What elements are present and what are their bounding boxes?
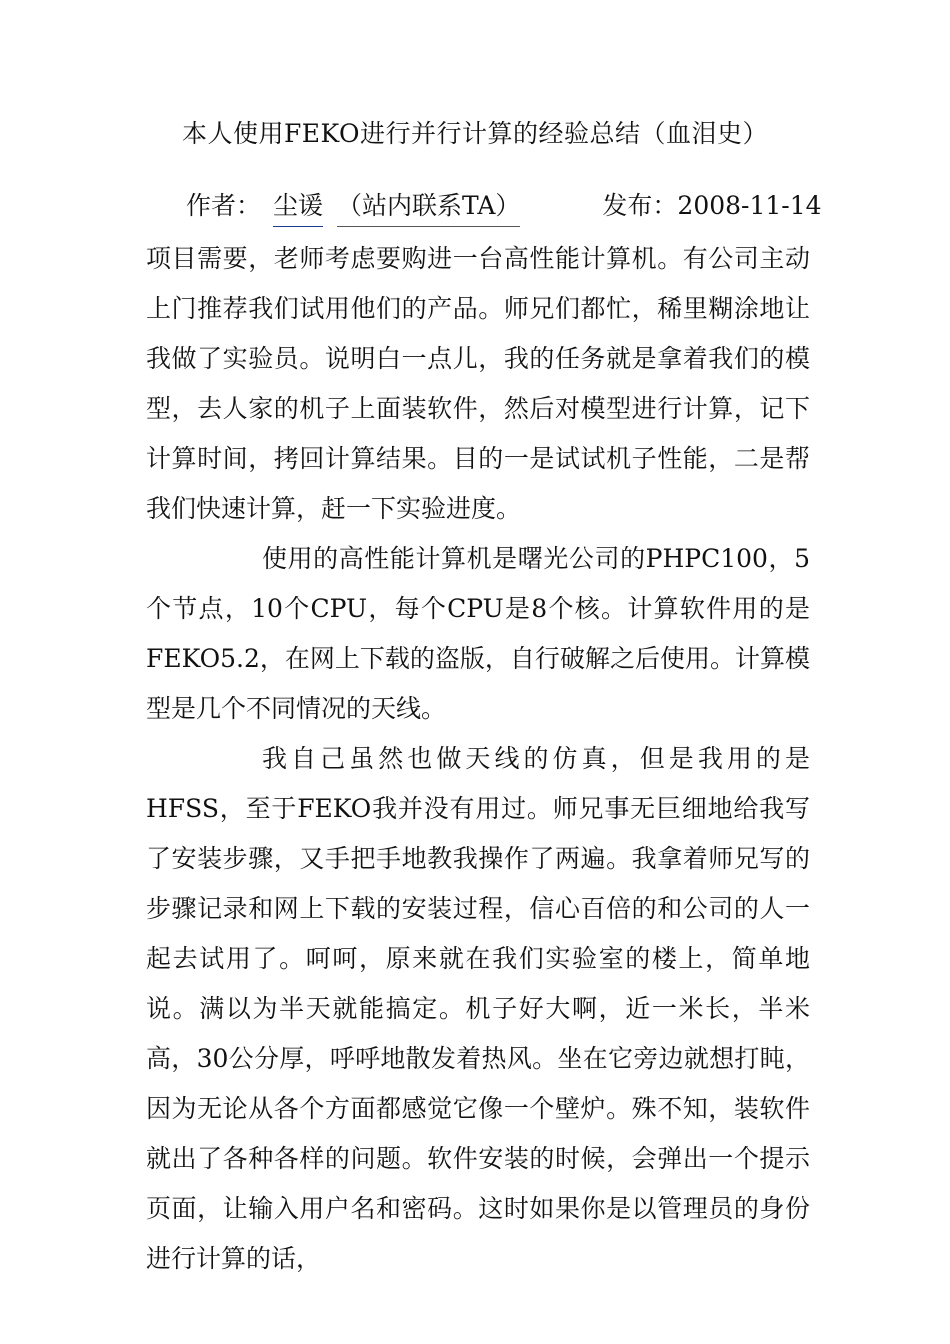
publish-date: 2008-11-14 — [677, 191, 822, 220]
article-meta — [186, 188, 826, 227]
document-title: 本人使用FEKO进行并行计算的经验总结（血泪史） — [181, 119, 769, 148]
paragraph-1: 项目需要，老师考虑要购进一台高性能计算机。有公司主动上门推荐我们试用他们的产品。师兄们都忙，稀里糊涂地让我做了实验员。说明白一点儿，我的任务就是拿着我们的模型，去人家的机子上面装软件，然后对模型进行计算，记下计算时间，拷回计算结果。目的一是试试机子性能，二是帮我们快速计算，赶一下实验进度。 — [146, 244, 810, 523]
publish-date-label: 发布： — [602, 191, 678, 220]
paragraph-3: 我自己虽然也做天线的仿真，但是我用的是HFSS，至于FEKO我并没有用过。师兄事无巨细地给我写了安装步骤，又手把手地教我操作了两遍。我拿着师兄写的步骤记录和网上下载的安装过程，信心百倍的和公司的人一起去试用了。呵呵，原来就在我们实验室的楼上，简单地说。满以为半天就能搞定。机子好大啊，近一米长，半米高，30公分厚，呼呼地散发着热风。坐在它旁边就想打盹，因为无论从各个方面都感觉它像一个壁炉。殊不知，装软件就出了各种各样的问题。软件安装的时候，会弹出一个提示页面，让输入用户名和密码。这时如果你是以管理员的身份进行计算的话， — [146, 744, 810, 1273]
contact-author-link[interactable]: （站内联系TA） — [337, 188, 520, 227]
paragraph-2: 使用的高性能计算机是曙光公司的PHPC100，5个节点，10个CPU，每个CPU是8个核。计算软件用的是FEKO5.2，在网上下载的盗版，自行破解之后使用。计算模型是几个不同情况的天线。 — [146, 544, 810, 723]
article-body — [146, 234, 810, 1284]
author-label: 作者： — [186, 191, 262, 220]
author-link[interactable]: 尘谖 — [273, 188, 323, 227]
